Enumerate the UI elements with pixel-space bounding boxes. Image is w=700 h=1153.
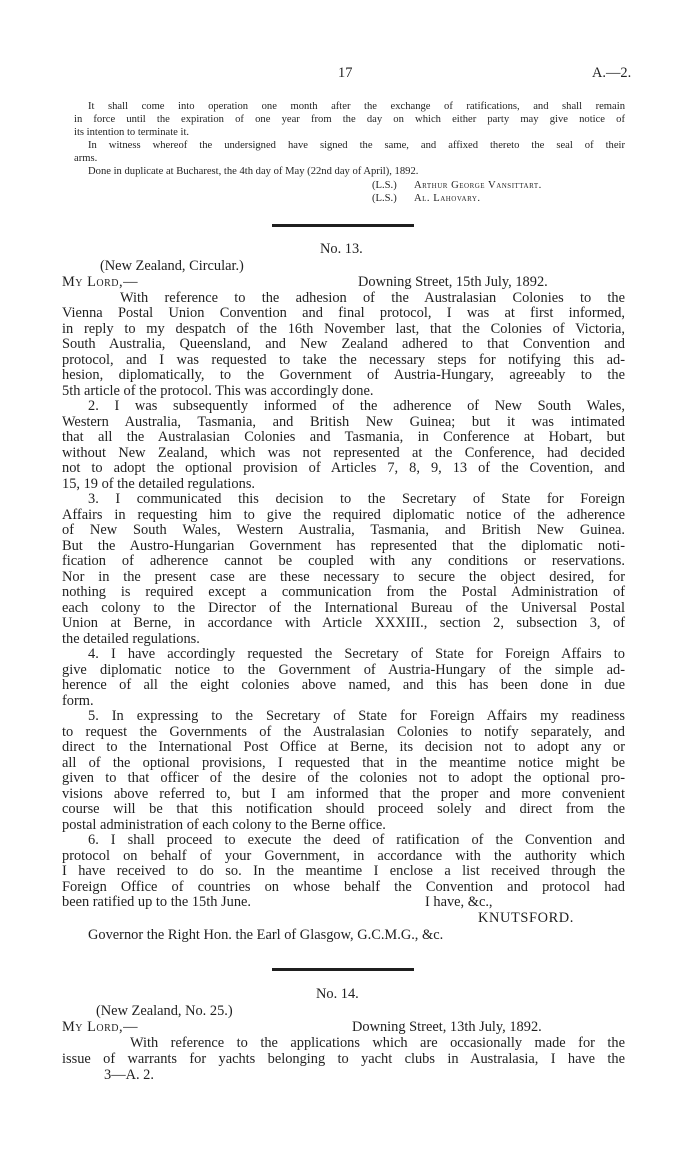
treaty-para1-line: It shall come into operation one month after the exchange of ratifications, and shall remain <box>88 101 625 112</box>
body-line: fication of adherence cannot be coupled with any conditions or reservations. <box>62 553 625 569</box>
body-line: visions above referred to, but I am informed that the proper and more convenient <box>62 786 625 802</box>
body-line: Union at Berne, in accordance with Article XXXIII., section 2, subsection 3, of <box>62 615 625 631</box>
body-line: With reference to the applications which are occasionally made for the <box>130 1035 625 1051</box>
treaty-para1-line: in force until the expiration of one year from the day on which either party may give notice of <box>74 114 625 125</box>
treaty-para1-line: its intention to terminate it. <box>74 127 190 138</box>
body-line: herence of all the eight colonies above named, and this has been done in due <box>62 677 625 693</box>
signature-seal: (L.S.) <box>372 180 397 191</box>
body-line: South Australia, Queensland, and New Zealand adhered to that Convention and <box>62 336 625 352</box>
body-line: postal administration of each colony to the Berne office. <box>62 817 386 833</box>
addressee: Governor the Right Hon. the Earl of Glasgow, G.C.M.G., &c. <box>88 927 444 943</box>
body-line: not to adopt the optional provision of Articles 7, 8, 9, 13 of the Covention, and <box>62 460 625 476</box>
salutation: My Lord,— <box>62 274 139 290</box>
body-line: 2. I was subsequently informed of the adherence of New South Wales, <box>88 398 625 414</box>
document-reference: A.—2. <box>592 65 632 81</box>
body-line: in reply to my despatch of the 16th November last, that the Colonies of Victoria, <box>62 321 625 337</box>
body-line: form. <box>62 693 94 709</box>
signature-name: Arthur George Vansittart. <box>414 180 542 191</box>
body-line: Foreign Office of countries on whose behalf the Convention and protocol had <box>62 879 625 895</box>
signature-seal: (L.S.) <box>372 193 397 204</box>
section-divider <box>272 224 414 227</box>
body-line: without New Zealand, which was not represented at the Conference, had decided <box>62 445 625 461</box>
section-divider <box>272 968 414 971</box>
closing: I have, &c., <box>425 894 493 910</box>
body-line: nothing is required except a communication from the Postal Administration of <box>62 584 625 600</box>
body-line: each colony to the Director of the International Bureau of the Universal Postal <box>62 600 625 616</box>
letter-subtitle: (New Zealand, No. 25.) <box>96 1003 233 1019</box>
body-line: Vienna Postal Union Convention and final protocol, I was at first informed, <box>62 305 625 321</box>
place-date: Downing Street, 15th July, 1892. <box>358 274 548 290</box>
body-line: been ratified up to the 15th June. <box>62 894 252 910</box>
signature-name: Al. Lahovary. <box>414 193 481 204</box>
body-line: With reference to the adhesion of the Australasian Colonies to the <box>120 290 625 306</box>
body-line: issue of warrants for yachts belonging to yacht clubs in Australasia, I have the <box>62 1051 625 1067</box>
body-line: give diplomatic notice to the Government of Austria-Hungary of the simple ad- <box>62 662 625 678</box>
body-line: that all the Australasian Colonies and Tasmania, in Conference at Hobart, but <box>62 429 625 445</box>
body-line: But the Austro-Hungarian Government has represented that the diplomatic noti- <box>62 538 625 554</box>
letter-number-title: No. 13. <box>320 241 363 257</box>
body-line: protocol, and I was requested to take the necessary steps for notifying this ad- <box>62 352 625 368</box>
body-line: 6. I shall proceed to execute the deed of ratification of the Convention and <box>88 832 625 848</box>
letter-number-title: No. 14. <box>316 986 359 1002</box>
treaty-para2-line: arms. <box>74 153 98 164</box>
body-line: 5. In expressing to the Secretary of State for Foreign Affairs my readiness <box>88 708 625 724</box>
body-line: 5th article of the protocol. This was accordingly done. <box>62 383 374 399</box>
body-line: 3. I communicated this decision to the Secretary of State for Foreign <box>88 491 625 507</box>
signature: KNUTSFORD. <box>478 910 574 926</box>
place-date: Downing Street, 13th July, 1892. <box>352 1019 542 1035</box>
page-number: 17 <box>338 65 353 81</box>
signature-mark: 3—A. 2. <box>104 1067 154 1083</box>
body-line: all of the optional provisions, I requested that in the meantime notice might be <box>62 755 625 771</box>
body-line: course will be that this notification should proceed solely and direct from the <box>62 801 625 817</box>
body-line: hesion, diplomatically, to the Government of Austria-Hungary, agreeably to the <box>62 367 625 383</box>
body-line: 15, 19 of the detailed regulations. <box>62 476 256 492</box>
body-line: of New South Wales, Western Australia, Tasmania, and British New Guinea. <box>62 522 625 538</box>
salutation: My Lord,— <box>62 1019 139 1035</box>
body-line: Nor in the present case are these necessary to secure the object desired, for <box>62 569 625 585</box>
body-line: the detailed regulations. <box>62 631 200 647</box>
body-line: protocol on behalf of your Government, in accordance with the authority which <box>62 848 625 864</box>
body-line: to request the Governments of the Australasian Colonies to notify separately, and <box>62 724 625 740</box>
letter-subtitle: (New Zealand, Circular.) <box>100 258 244 274</box>
body-line: given to that officer of the desire of the colonies not to adopt the optional pro- <box>62 770 625 786</box>
body-line: 4. I have accordingly requested the Secretary of State for Foreign Affairs to <box>88 646 625 662</box>
treaty-para3: Done in duplicate at Bucharest, the 4th day of May (22nd day of April), 1892. <box>88 166 419 177</box>
body-line: I have received to do so. In the meantime I enclose a list received through the <box>62 863 625 879</box>
body-line: Affairs in requesting him to give the required diplomatic notice of the adherence <box>62 507 625 523</box>
treaty-para2-line: In witness whereof the undersigned have signed the same, and affixed thereto the seal of their <box>88 140 625 151</box>
body-line: Western Australia, Tasmania, and British New Guinea; but it was intimated <box>62 414 625 430</box>
body-line: direct to the International Post Office at Berne, its decision not to adopt any or <box>62 739 625 755</box>
